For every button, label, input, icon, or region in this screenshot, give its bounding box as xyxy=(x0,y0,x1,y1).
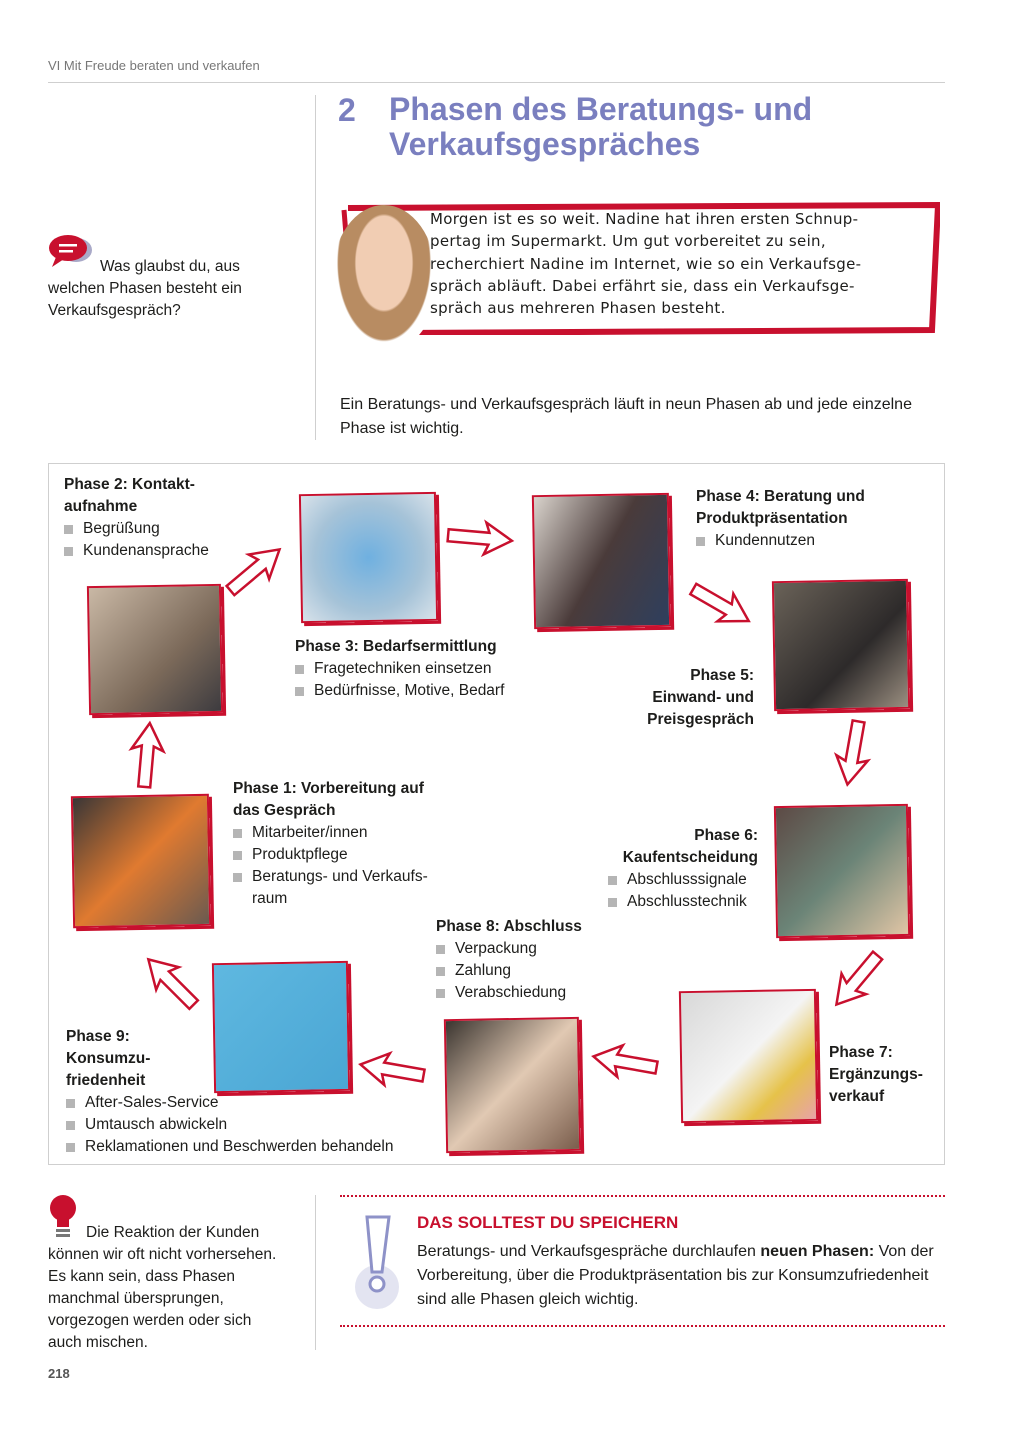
photo-phase-4 xyxy=(532,493,671,629)
remember-text xyxy=(417,1240,937,1312)
phase-title: Phase 1: Vorbereitung auf das Gespräch xyxy=(233,780,424,819)
remember-text-bold: neuen Phasen: xyxy=(760,1243,875,1260)
phase-title: Phase 2: Kontakt- aufnahme xyxy=(64,476,195,515)
chapter-title: Phasen des Beratungs- und Verkaufsgespräches xyxy=(389,91,813,162)
phase-7 xyxy=(829,1042,923,1108)
phase-1 xyxy=(233,778,448,910)
phase-5 xyxy=(600,665,754,731)
phase-bullet: Reklamationen und Beschwerden behandeln xyxy=(66,1136,394,1158)
phase-bullet: Kundennutzen xyxy=(696,530,865,552)
remember-text-part: Beratungs- und Verkaufsgespräche durchlaufen xyxy=(417,1243,761,1260)
phase-bullet: Verabschiedung xyxy=(436,982,582,1004)
photo-phase-2 xyxy=(87,584,223,715)
phase-title: Phase 8: Abschluss xyxy=(436,918,582,935)
phase-3 xyxy=(295,636,504,702)
phase-title: Phase 3: Bedarfsermittlung xyxy=(295,638,497,655)
photo-phase-6 xyxy=(774,804,910,938)
phase-bullet: Begrüßung xyxy=(64,518,209,540)
phase-bullet: Produktpflege xyxy=(233,844,448,866)
exclamation-icon xyxy=(352,1212,402,1312)
phase-title: Phase 7: Ergänzungs- verkauf xyxy=(829,1044,923,1105)
phase-8 xyxy=(436,916,582,1004)
arrow-icon xyxy=(124,718,170,791)
chapter-number: 2 xyxy=(338,92,356,128)
photo-phase-1 xyxy=(71,794,211,928)
side-question: Was glaubst du, aus welchen Phasen besteht ein Verkaufsgespräch? xyxy=(48,258,242,319)
tip-text: Die Reaktion der Kunden können wir oft nicht vorhersehen. Es kann sein, dass Phasen manchmal übersprungen, vorgezogen werden oder sich auch mischen. xyxy=(48,1224,277,1351)
phase-title: Phase 4: Beratung und Produktpräsentation xyxy=(696,488,865,527)
photo-phase-7 xyxy=(679,989,818,1123)
remember-title: DAS SOLLTEST DU SPEICHERN xyxy=(417,1213,679,1232)
remember-text-part: Von der Vorbereitung, über die Produktpräsentation bis zur Konsumzufriedenheit sind alle Phasen gleich wichtig. xyxy=(417,1243,934,1308)
phase-bullet: Abschlusssignale xyxy=(608,869,758,891)
phase-bullet: Fragetechniken einsetzen xyxy=(295,658,504,680)
photo-phase-8 xyxy=(444,1017,581,1153)
phase-bullet: Beratungs- und Verkaufs- raum xyxy=(233,866,448,910)
phase-bullet: After-Sales-Service xyxy=(66,1092,394,1114)
column-divider xyxy=(315,95,316,440)
phase-title: Phase 6: Kaufentscheidung xyxy=(622,827,758,866)
column-divider xyxy=(315,1195,316,1350)
photo-phase-5 xyxy=(772,579,910,711)
header-rule xyxy=(48,82,945,83)
phase-bullet: Zahlung xyxy=(436,960,582,982)
dotted-divider xyxy=(340,1325,945,1327)
phase-2 xyxy=(64,474,209,562)
running-header: VI Mit Freude beraten und verkaufen xyxy=(48,58,260,73)
arrow-icon xyxy=(443,515,516,561)
dotted-divider xyxy=(340,1195,945,1197)
nadine-portrait xyxy=(332,205,436,350)
phase-title: Phase 9: Konsumzu- friedenheit xyxy=(66,1028,151,1089)
phase-bullet: Bedürfnisse, Motive, Bedarf xyxy=(295,680,504,702)
speech-text: Morgen ist es so weit. Nadine hat ihren ersten Schnup- pertag im Supermarkt. Um gut vorbereitet zu sein, recherchiert Nadine im Internet, wie so ein Verkaufsge- spräch abläuft. Dabei erfährt sie, dass ein Verkaufsge- spräch aus mehreren Phasen besteht. xyxy=(430,210,862,318)
phase-bullet: Mitarbeiter/innen xyxy=(233,822,448,844)
intro-text: Ein Beratungs- und Verkaufsgespräch läuft in neun Phasen ab und jede einzelne Phase ist wichtig. xyxy=(340,396,912,437)
page-number: 218 xyxy=(48,1366,70,1381)
phase-4 xyxy=(696,486,865,552)
phase-9 xyxy=(66,1026,394,1158)
photo-phase-3 xyxy=(299,492,438,623)
phase-bullet: Kundenansprache xyxy=(64,540,209,562)
phase-6 xyxy=(608,825,758,913)
phase-bullet: Umtausch abwickeln xyxy=(66,1114,394,1136)
phase-title: Phase 5: Einwand- und Preisgespräch xyxy=(647,667,754,728)
phase-bullet: Verpackung xyxy=(436,938,582,960)
phase-bullet: Abschlusstechnik xyxy=(608,891,758,913)
